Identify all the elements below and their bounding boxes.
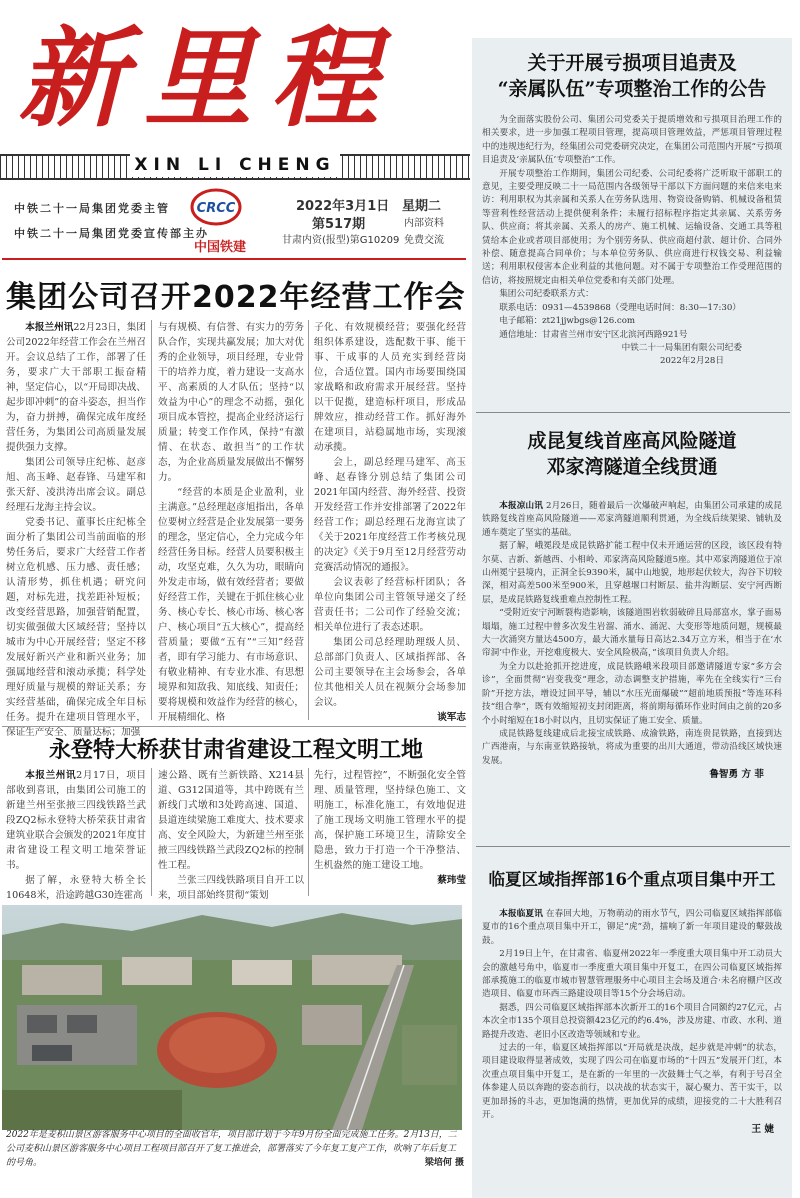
sponsor-line-1: 中铁二十一局集团党委主管 [14, 202, 170, 215]
linxia-byline: 王 婕 [751, 1123, 774, 1135]
crcc-logo-icon [190, 187, 242, 227]
masthead-divider [2, 258, 466, 260]
photo-byline: 梁培何 摄 [424, 1158, 464, 1168]
newspaper-title: 新里程 [18, 16, 397, 142]
main-article-col2: 与有规模、有信誉、有实力的劳务队合作，实现共赢发展；加大对优秀的企业领导，项目经理，专业骨干的培养力度，着力建设一支高水平、高素质的人才队伍；坚持“以效益为中心”的理念不动摇，强化项目成本管控，提高企业经济运行质量；转变工作作风，保持“有激情、在状态、敢担当”的工作状态，为企业高质量发展做出不懈努力。 “经营的本质是企业盈利，业主满意。”总经理赵彦旭指出，各单位要树立经营是企业发展第一要务的理念，坚定信心，全力完成今年经营任务目标。经营人员要积极主动，攻坚克难，久久为功，眼睛向外发走市场，做有效经营者；要做好经营工作，关键在于抓住核心业务、核心专长、核心市场、核心客户、核心项目“五大核心”，提高经营质量；要做“五有”“三知”经营者，即有学习能力、有市场意识、有敬业精神、有专业水准、有思想境界和知敌我、知底线、知责任；要将规模和效益作为经营的核心，开展精细化、格 [158, 322, 304, 723]
bridge-article-col3: 先行，过程管控”，不断强化安全管理、质量管理，坚持绿色施工、文明施工，标准化施工，有效地促进了施工现场文明施工管理水平的提高，保护施工环境卫生，清除安全隐患，致力于打造一个干净整洁、生机盎然的施工建设工地。 蔡玮莹 [314, 770, 466, 886]
construction-site-photo [2, 905, 462, 1130]
tunnel-byline: 鲁智勇 方 菲 [709, 769, 764, 781]
bridge-byline: 蔡玮莹 [437, 875, 466, 886]
dateline: 本报兰州讯 [25, 322, 74, 333]
logo-caption: 中国铁建 [193, 240, 246, 255]
bridge-article-col1: 本报兰州讯2月17日，项目部收到喜讯，由集团公司施工的新建兰州至张掖三四线铁路兰武段ZQ2标永登特大桥荣获甘肃省建筑业联合会颁发的2021年度甘肃省建设工程文明工地荣誉证书。 据了解，永登特大桥全长10648米，沿途跨越G30连霍高 [6, 770, 147, 901]
notice-headline: 关于开展亏损项目追责及 “亲属队伍”专项整治工作的公告 [497, 52, 767, 100]
tunnel-body: 本报凉山讯 2月26日，随着最后一次爆破声响起，由集团公司承建的成昆铁路复线首座高风险隧道——邓家湾隧道顺利贯通，为全线后续架梁、铺轨及通车奠定了坚实的基础。 据了解，峨冕段是成昆铁路扩能工程中仅未开通运营的区段，该区段有特尔莫、吉新、新越西、小相岭、邓家湾高风险隧道5座。其中邓家湾隧道位于凉山州冕宁县境内，正洞全长9390米，属中山地貌，地形起伏较大，沟谷下切较深，相对高差500米至900米，且穿越堰口村断层、盐井沟断层、安宁河西断层，是成昆铁路复线重难点控制性工程。 “受附近安宁河断裂构造影响，该隧道围岩软弱破碎且局部富水，掌子面易塌塌，施工过程中曾多次发生岩溜、涌水、涌泥、大变形等地质问题，规模最大一次涌突方量达4500方，最大涌水量每日高达2.34万立方米，相当于在‘水帘洞’中作业，开挖难度极大、安全风险极高，”该项目负责人介绍。 为全力以赴抢抓开挖进度，成昆铁路峨米段项目部邀请隧道专家“多方会诊”，全面贯彻“岩变我变”理念，动态调整支护措施，率先在全线实行“三台阶”开挖方法，增设过回平导，辅以“水压光面爆破”“超前地质预报”等连环科技“组合拳”，既有效缩短初支封闭距离，将前期每循环作业时间由之前的20多个小时缩短在18小时以内，且切实保证了施工安全、质量。 成昆铁路复线建成后北接宝成铁路、成渝铁路，南连贵昆铁路，直接到达广西港南，与东南亚铁路接轨，将成为重要的出川大通道，带动沿线区域快速发展。 鲁智勇 方 菲 [482, 501, 782, 781]
masthead [0, 0, 470, 160]
bridge-article-col2: 速公路、既有兰新铁路、X214县道、G312国道等，其中跨既有兰新线门式墩和3处跨高速、国道、县道连续梁施工难度大、技术要求高、安全风险大，为新建兰州至张掖三四线铁路兰武段ZQ2标的控制性工程。 兰张三四线铁路项目自开工以来，项目部始终贯彻“策划 [158, 770, 304, 901]
bridge-headline: 永登特大桥获甘肃省建设工程文明工地 [48, 737, 423, 763]
internal-note: 内部资料 [404, 218, 444, 229]
permit-number: 甘肃内资(报型)第G10209 [282, 235, 400, 246]
linxia-body: 本报临夏讯 在春回大地，万物萌动的雨水节气，四公司临夏区域指挥部临夏市的16个重点项目集中开工，铆足“虎”劲，擂响了新一年项目建设的鼙鼓战鼓。 2月19日上午，在甘肃省、临夏州2022年一季度重大项目集中开工动员大会的激越号角中，临夏市一季度重大项目集中开复工，在四公司临夏区域指挥部承揽施工的临夏市城市智慧管理服务中心项目主会场及道合·未名府棚户区改造项目、临夏市环西三路建设项目等15个分会场启动。 据悉，四公司临夏区域指挥部本次新开工的16个项目合同额约27亿元，占本次全市135个项目总投资额423亿元的约6.4%，涉及房建、市政、水利、道路提升改造、老旧小区改造等领域和专业。 过去的一年，临夏区域指挥部以“开局就是决战，起步就是冲刺”的状态，项目建设取得显著成效，实现了四公司在临夏市场的“十四五”发展开门红，本次重点项目集中开复工，是在新的一年里的一次鼓舞士气之举，有利于号召全体参建人员以奔跑的姿态前行，以决战的状态实干，凝心聚力、苦干实干，以更加昂扬的斗志，更加饱满的热情，更加优异的成绩，迎接党的二十大胜利召开。 王 婕 [482, 909, 782, 1135]
tunnel-headline: 成昆复线首座高风险隧道 邓家湾隧道全线贯通 [527, 430, 737, 478]
main-article-col1: 本报兰州讯22月23日，集团公司2022年经营工作会在兰州召开。会议总结了工作，部署了任务，要求广大干部职工振奋精神，坚定信心，以“开局即决战、起步即冲刺”的奋斗姿态，担当作为，奋力拼搏，确保完成年度经营任务，为集团公司高质量发展提供强力支撑。 集团公司领导庄纪栋、赵彦旭、高玉峰、赵春锋、马建军和张天舒、凌洪涛出席会议。副总经理石龙海主持会议。 党委书记、董事长庄纪栋全面分析了集团公司当前面临的形势任务后，要求广大经营工作者树立危机感、压力感、责任感；认清形势，抓住机遇；研究问题，对标先进，找差距补短板；改变经营思路，加强营销配置，切实做强做大区域经营；坚持以城市为中心开展经营；坚定不移发展好新兴产业和新兴业务；加强属地经营和滚动承揽；科学处理好质量与规模的辩证关系；夯实经营基础，确保完成全年目标任务。提升在建项目管理水平，保证生产安全、质量达标；加强 [6, 322, 147, 738]
free-note: 免费交流 [404, 235, 444, 246]
issue-date: 2022年3月1日 [296, 199, 390, 214]
main-article-col3: 子化、有效规模经营；要强化经营组织体系建设，选配数干事、能干事、干成事的人员充实到经营岗位，合适位置。国内市场要围绕国家战略和政府需求开展经营。坚持以干促揽，建造标杆项目，形成品牌效应，推动经营工作。抓好海外在建项目，站稳属地市场，实现滚动承揽。 会上，副总经理马建军、高玉峰、赵春锋分别总结了集团公司2021年国内经营、海外经营、投资开发经营工作并安排部署了2022年经营工作；副总经理石龙海宣读了《关于2021年度经营工作考核兑现的决定》《关于9月至12月经营劳动竞赛活动情况的通报》。 会议表彰了经营标杆团队；各单位向集团公司主管领导递交了经营责任书；二公司作了经验交流；相关单位进行了表态述职。 集团公司总经理助理级人员、总部部门负责人、区域指挥部、各公司主要领导在主会场参会，各单位其他相关人员在视频分会场参加会议。 谈军志 [314, 322, 466, 723]
sponsor-line-2: 中铁二十一局集团党委宣传部主办 [14, 227, 209, 240]
main-headline: 集团公司召开2022年经营工作会 [6, 280, 466, 315]
newspaper-pinyin: XIN LI CHENG [130, 153, 340, 177]
notice-body: 为全面落实股份公司、集团公司党委关于提质增效和亏损项目治理工作的相关要求，进一步加强工程项目管理，提高项目管理效益，严惩项目管理过程中的违规违纪行为，经集团公司党委研究决定，在集团公司范围内开展“亏损项目追责及‘亲属队伍’专项整治”工作。 开展专项整治工作期间，集团公司纪委、公司纪委将广泛听取干部职工的意见，主要受理反映二十一局范围内各级领导干部以下方面问题的来信来电来访：利用职权为其亲属和关系人在劳务队选用、物资设备购销、机械设备租赁等营利性经营活动上提供便利条件；未履行招标程序指定其亲属、关系劳务队、供应商；将其亲属、关系人的房产、施工机械、运输设备、交通工具等租赁给本企业或者项目部使用；为个别劳务队、供应商超付款、超计价、合同外补偿、随意提高合同单价；与本单位劳务队、供应商进行权钱交易、利益输送；利用职权侵害本企业利益的其他问题。对不属于专项整治工作受理范围的信访，将按照规定由相关单位党委和有关部门处理。 集团公司纪委联系方式： 联系电话：0931—4539868（受理电话时间：8:30—17:30） 电子邮箱：zt21jjwbgs@126.com 通信地址：甘肃省兰州市安宁区北滨河西路921号 中铁二十一局集团有限公司纪委 2022年2月28日 [482, 115, 782, 367]
issue-number: 第517期 [312, 217, 366, 232]
main-byline: 谈军志 [437, 712, 466, 723]
linxia-headline: 临夏区域指挥部16个重点项目集中开工 [488, 870, 776, 889]
weekday: 星期二 [402, 199, 442, 214]
photo-caption: 2022年是麦积山景区游客服务中心项目的全面收官年，项目部计划于今年9月份全面完成施工任务。2月13日，二公司麦积山景区游客服务中心项目工程项目部召开了复工推进会，部署落实了今年复工复产工作，吹响了年后复工的号角。 梁培何 摄 [6, 1130, 464, 1168]
logo-abbr: CRCC [196, 201, 236, 216]
